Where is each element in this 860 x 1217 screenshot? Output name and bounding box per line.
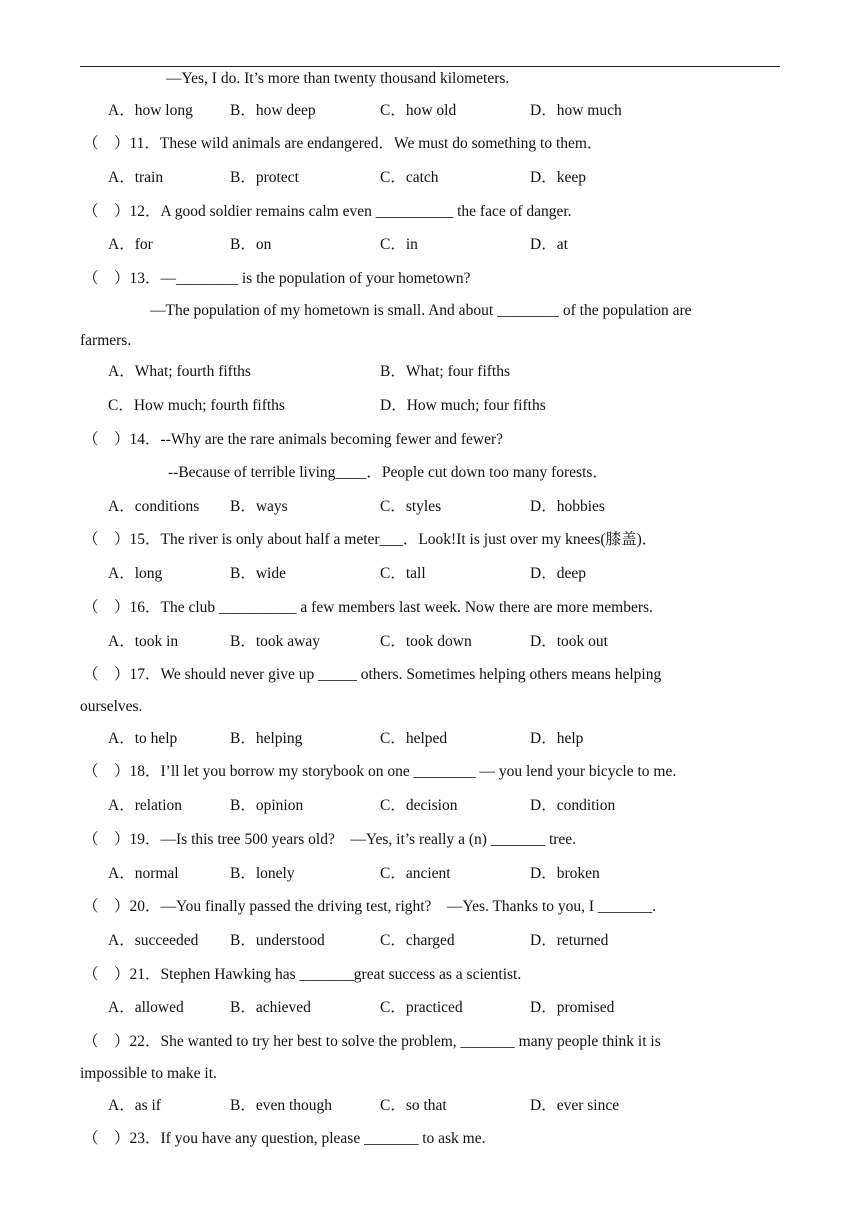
option-d: D．at	[530, 236, 568, 253]
option-c: C．practiced	[380, 999, 463, 1016]
question-21: （ ）21．Stephen Hawking has _______great success as a scientist.	[83, 966, 522, 983]
question-16: （ ）16．The club __________ a few members last week. Now there are more members.	[83, 599, 653, 616]
question-20: （ ）20．—You finally passed the driving test, right? —Yes. Thanks to you, I _______.	[83, 898, 657, 915]
option-d: D．deep	[530, 565, 586, 582]
question-12: （ ）12．A good soldier remains calm even __________ the face of danger.	[83, 203, 572, 220]
option-b: B．lonely	[230, 865, 295, 882]
option-b: B．helping	[230, 730, 303, 747]
option-c: C．charged	[380, 932, 455, 949]
question-14: （ ）14．--Why are the rare animals becoming fewer and fewer?	[83, 431, 504, 448]
option-b: B．how deep	[230, 102, 316, 119]
question-11: （ ）11．These wild animals are endangered．We must do something to them．	[83, 135, 603, 152]
option-d: D．returned	[530, 932, 609, 949]
option-d: D．hobbies	[530, 498, 605, 515]
option-d: D．ever since	[530, 1097, 620, 1114]
option-a: A．succeeded	[108, 932, 199, 949]
option-a: A．to help	[108, 730, 178, 747]
option-c: C．decision	[380, 797, 458, 814]
option-b: B．understood	[230, 932, 325, 949]
question-14-response: --Because of terrible living____．People cut down too many forests．	[168, 464, 608, 481]
option-a: A．long	[108, 565, 163, 582]
option-b: B．wide	[230, 565, 286, 582]
option-c: C．took down	[380, 633, 472, 650]
option-a: A．took in	[108, 633, 179, 650]
question-19: （ ）19．—Is this tree 500 years old? —Yes, it’s really a (n) _______ tree.	[83, 831, 577, 848]
option-d: D．condition	[530, 797, 616, 814]
option-a: A．train	[108, 169, 164, 186]
answer-line: —Yes, I do. It’s more than twenty thousand kilometers.	[166, 70, 510, 87]
question-17-continuation: ourselves.	[80, 698, 143, 715]
option-a: A．how long	[108, 102, 193, 119]
option-a: A．normal	[108, 865, 179, 882]
option-c: C．in	[380, 236, 418, 253]
question-18: （ ）18．I’ll let you borrow my storybook on one ________ — you lend your bicycle to me.	[83, 763, 677, 780]
question-13: （ ）13．—________ is the population of your hometown?	[83, 270, 471, 287]
option-c: C．how old	[380, 102, 457, 119]
option-c: C．catch	[380, 169, 439, 186]
option-d: D．took out	[530, 633, 608, 650]
option-a: A．for	[108, 236, 153, 253]
option-c: C．styles	[380, 498, 442, 515]
option-d: D．help	[530, 730, 584, 747]
header-rule	[80, 66, 780, 67]
question-13-continuation: farmers.	[80, 332, 132, 349]
option-b: B．ways	[230, 498, 288, 515]
option-d: D．keep	[530, 169, 586, 186]
option-d: D．promised	[530, 999, 615, 1016]
option-c: C．helped	[380, 730, 448, 747]
option-d: D．how much	[530, 102, 622, 119]
option-a: A．as if	[108, 1097, 161, 1114]
option-b: B．took away	[230, 633, 320, 650]
option-a: A．relation	[108, 797, 183, 814]
question-15: （ ）15．The river is only about half a meter___．Look!It is just over my knees(膝盖)．	[83, 531, 658, 548]
option-a: A．What; fourth fifths	[108, 363, 251, 380]
option-c: C．tall	[380, 565, 426, 582]
option-b: B．What; four fifths	[380, 363, 511, 380]
option-b: B．protect	[230, 169, 299, 186]
question-22: （ ）22．She wanted to try her best to solve the problem, _______ many people think it is	[83, 1033, 661, 1050]
question-17: （ ）17．We should never give up _____ others. Sometimes helping others means helping	[83, 666, 662, 683]
option-c: C．ancient	[380, 865, 451, 882]
question-23: （ ）23．If you have any question, please _______ to ask me.	[83, 1130, 486, 1147]
option-a: A．allowed	[108, 999, 184, 1016]
option-d: D．broken	[530, 865, 600, 882]
option-b: B．achieved	[230, 999, 311, 1016]
option-b: B．on	[230, 236, 272, 253]
option-b: B．opinion	[230, 797, 304, 814]
question-22-continuation: impossible to make it.	[80, 1065, 217, 1082]
option-b: B．even though	[230, 1097, 333, 1114]
option-d: D．How much; four fifths	[380, 397, 546, 414]
question-13-response: —The population of my hometown is small. And about ________ of the population are	[150, 302, 692, 319]
option-c: C．How much; fourth fifths	[108, 397, 285, 414]
option-c: C．so that	[380, 1097, 447, 1114]
option-a: A．conditions	[108, 498, 200, 515]
